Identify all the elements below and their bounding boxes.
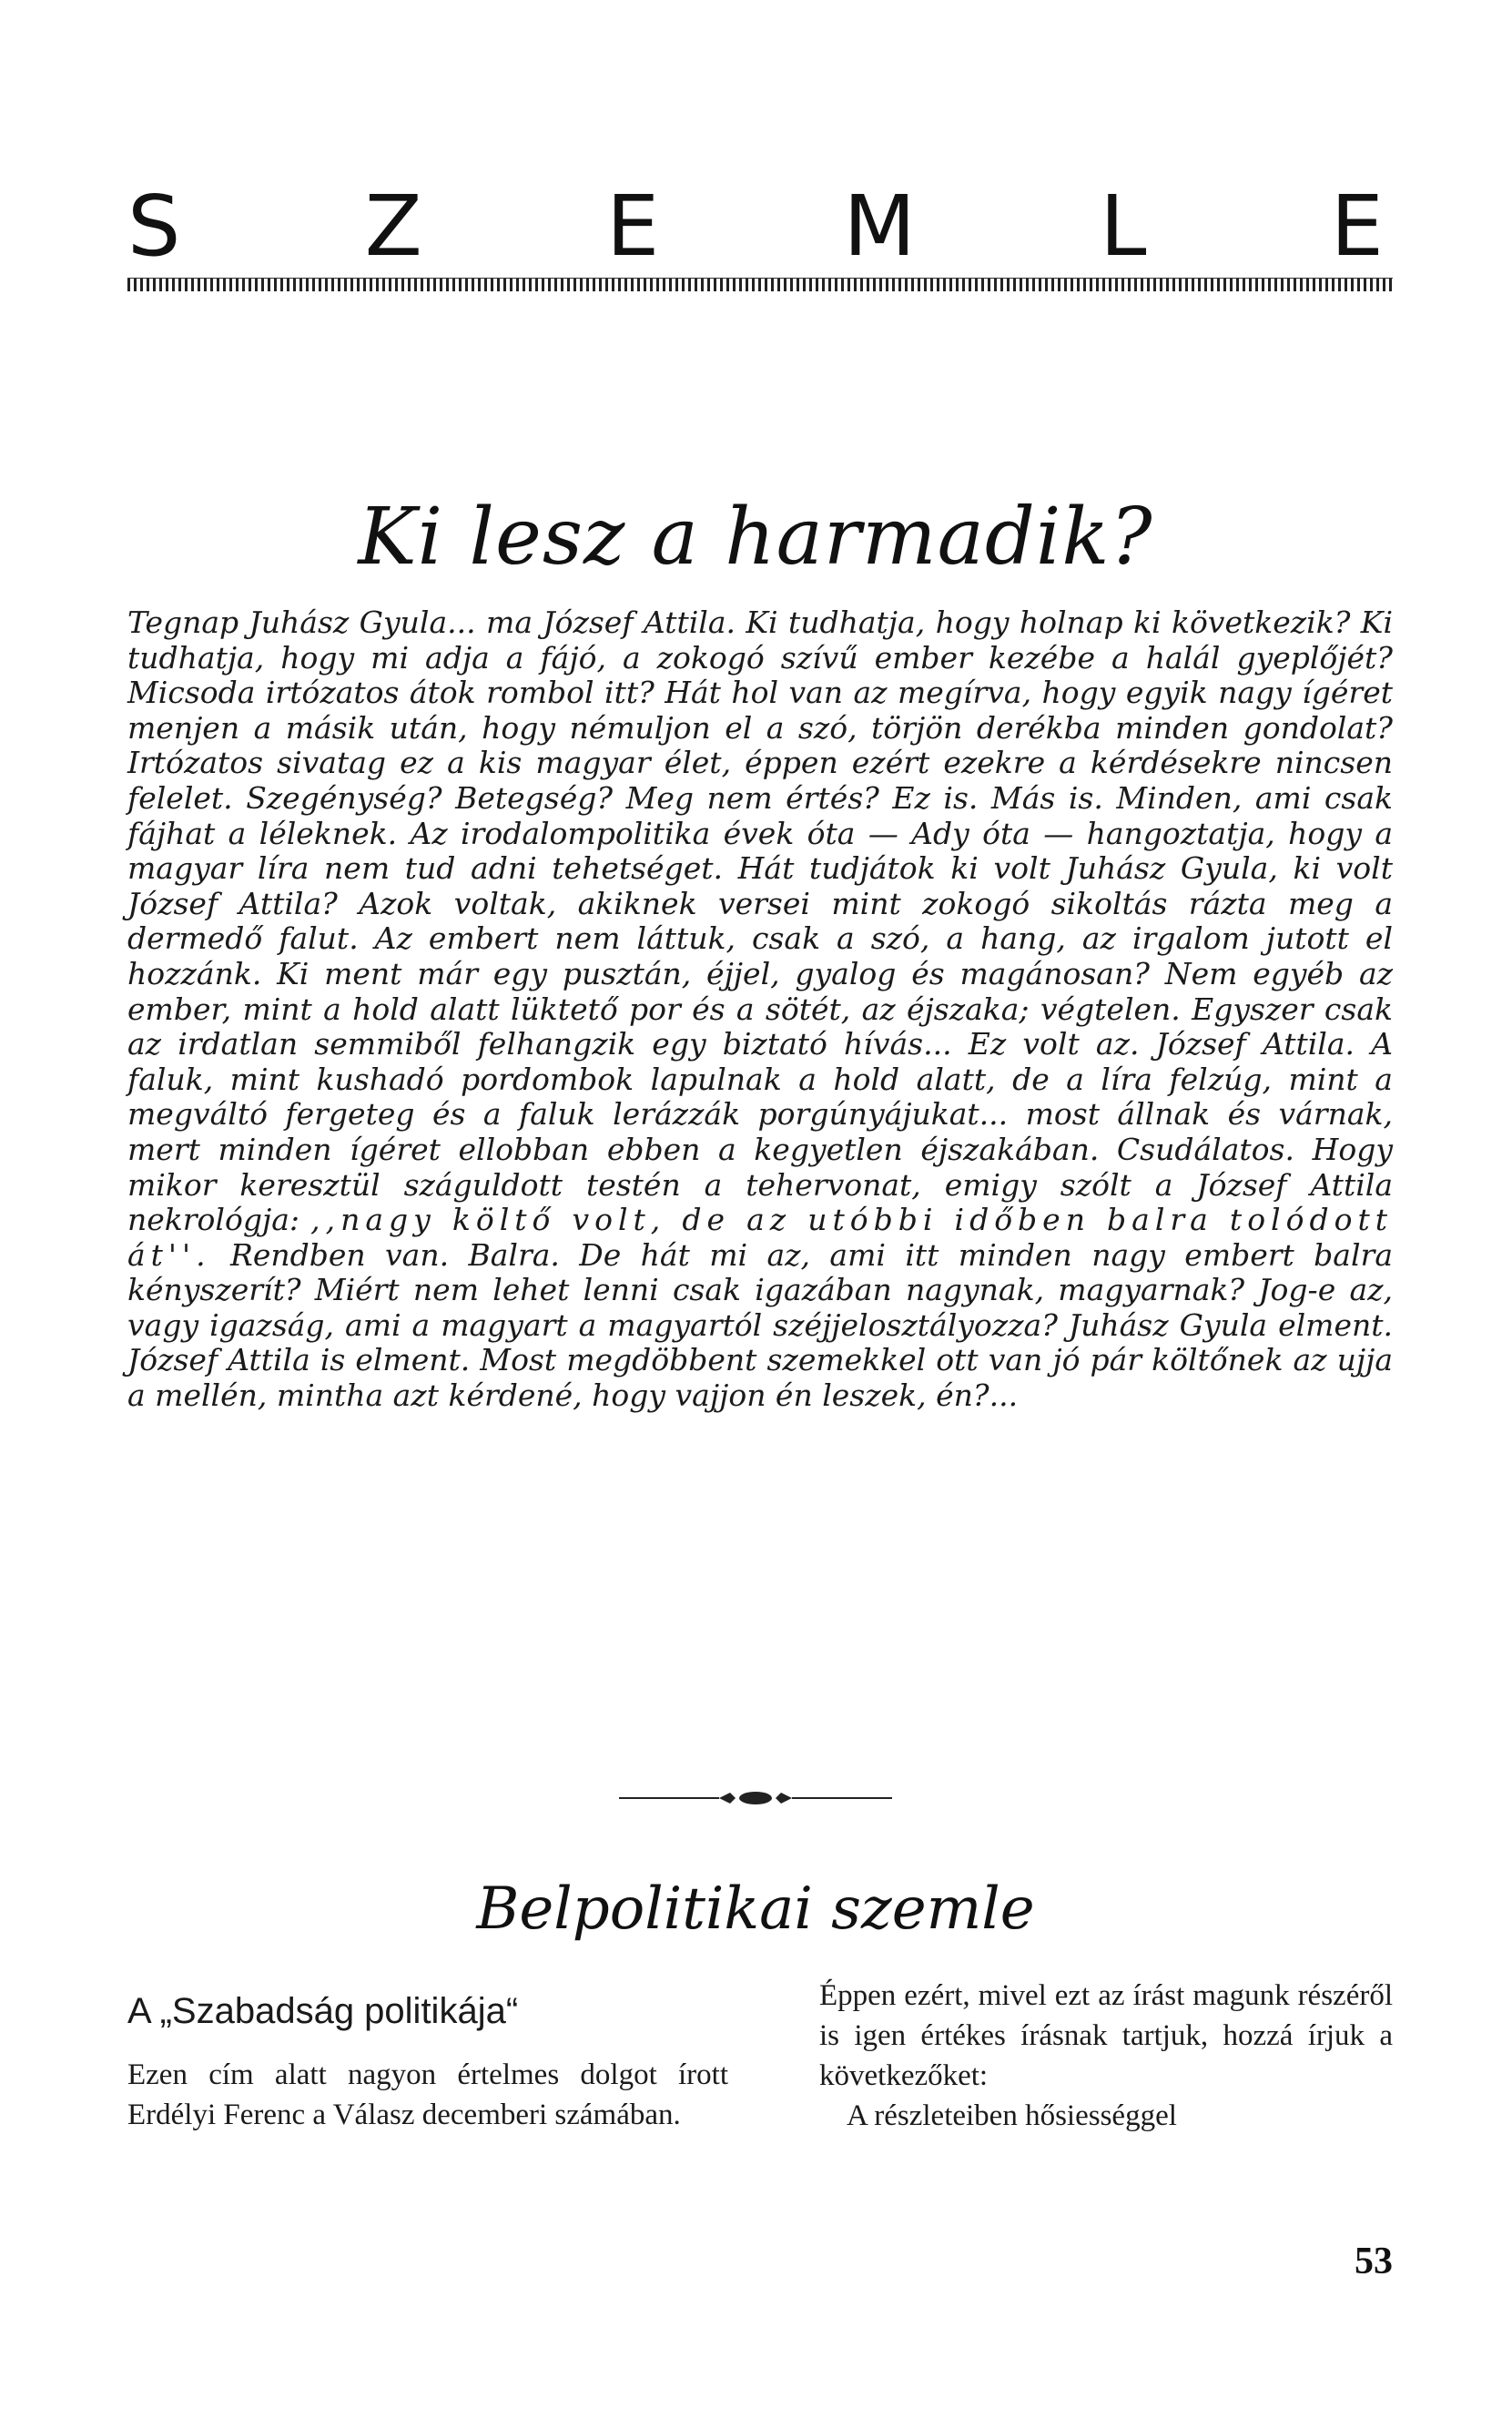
right-column-text-continued: A részleteiben hősiességgel bbox=[847, 2099, 1177, 2132]
right-column-text: Éppen ezért, mivel ezt az írást magunk részéről is igen értékes írásnak tartjuk, hozzá írjuk a következőket: bbox=[819, 1979, 1393, 2092]
masthead-letter: S bbox=[127, 178, 181, 275]
masthead-letter: L bbox=[1100, 178, 1147, 275]
article-text-part1: Tegnap Juhász Gyula... ma József Attila. Ki tudhatja, hogy holnap ki következik? Ki tudhatja, hogy mi adja a fájó, a zokogó szívű ember kezébe a halál gyeplőjét? Micsoda irtózatos átok rombol itt? Hát hol van az megírva, hogy egyik nagy ígéret menjen a másik után, hogy némuljon el a szó, törjön derékba minden gondolat? Irtózatos sivatag ez a kis magyar élet, éppen ezért ezekre a kérdésekre nincsen felelet. Szegénység? Betegség? Meg nem értés? Ez is. Más is. Minden, ami csak fájhat a léleknek. Az irodalompolitika évek óta — Ady óta — hangoztatja, hogy a magyar líra nem tud adni tehetséget. Hát tudjátok ki volt Juhász Gyula, ki volt József Attila? Azok voltak, akiknek versei mint zokogó sikoltás rázta meg a dermedő falut. Az embert nem láttuk, csak a szó, a hang, az irgalom jutott el hozzánk. Ki ment már egy pusztán, éjjel, gyalog és magánosan? Nem egyéb az ember, mint a hold alatt lüktető por és a sötét, az éjszaka; végtelen. Egyszer csak az irdatlan semmiből felhangzik egy biztató hívás... Ez volt az. József Attila. A faluk, mint kushadó pordombok lapulnak a hold alatt, de a líra felzúg, mint a megváltó fergeteg és a faluk lerázzák porgúnyájukat... most állnak és várnak, mert minden ígéret ellobban ebben a kegyetlen éjszakában. Csudálatos. Hogy mikor keresztül száguldott testén a tehervonat, emigy szólt a József Attila nekrológja: bbox=[127, 605, 1393, 1238]
masthead-letter: E bbox=[1330, 178, 1384, 275]
left-column-heading: A „Szabadság politikája“ bbox=[127, 1991, 519, 2031]
left-column bbox=[127, 1989, 728, 2135]
article-text-part2: Rendben van. Balra. De hát mi az, ami itt minden nagy embert balra kényszerít? Miért nem lehet lenni csak igazában nagynak, magyarnak? Jog-e az, vagy igazság, ami a magyart a magyartól széjjelosztályozza? Juhász Gyula elment. József Attila is elment. Most megdöbbent szemekkel ott van jó pár költőnek az ujja a mellén, mintha azt kérdené, hogy vajjon én leszek, én?... bbox=[127, 1236, 1393, 1414]
left-column-text: Ezen cím alatt nagyon értelmes dolgot írott Erdélyi Ferenc a Válasz decemberi számában. bbox=[127, 2058, 728, 2131]
masthead-letter: Z bbox=[364, 178, 422, 275]
article-paragraph bbox=[127, 605, 1393, 1414]
masthead-letter: M bbox=[843, 178, 916, 275]
ornament-divider bbox=[619, 1789, 892, 1807]
masthead-letter: E bbox=[606, 178, 660, 275]
section-title: Belpolitikai szemle bbox=[476, 1875, 1035, 1943]
right-column bbox=[819, 1976, 1393, 2136]
article-title: Ki lesz a harmadik? bbox=[358, 492, 1153, 583]
masthead bbox=[127, 178, 1384, 275]
masthead-rule bbox=[127, 278, 1393, 291]
article-body bbox=[127, 605, 1393, 1414]
page-number: 53 bbox=[1355, 2241, 1393, 2282]
article-quote: ,,nagy költő volt, de az utóbbi időben balra tolódott át''. bbox=[127, 1202, 1393, 1273]
